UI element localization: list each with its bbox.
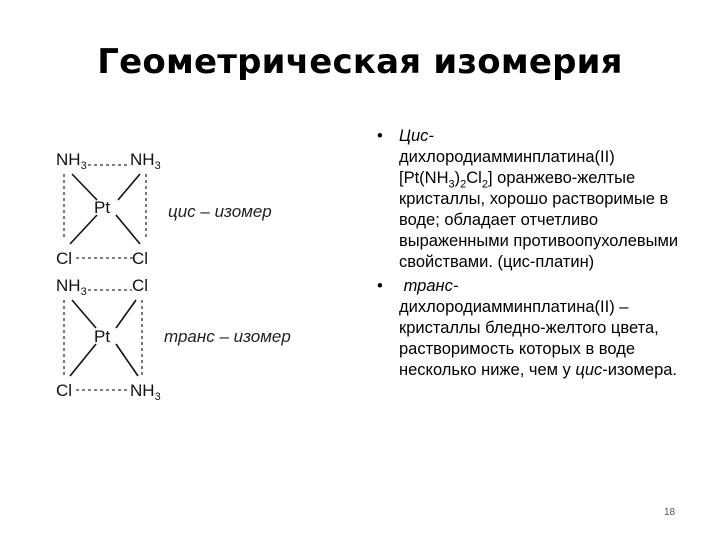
cis-bond-bl [70,215,97,244]
trans-bond-tl [72,300,96,328]
trans-isomer-label: транс – изомер [164,327,291,346]
cis-prefix: Цис- [399,127,434,145]
trans-top-right-ligand: Cl [132,276,149,295]
slide-title: Геометрическая изомерия [97,42,623,82]
cis-isomer-label: цис – изомер [168,202,272,221]
trans-bottom-left-ligand: Cl [56,381,73,400]
cis-sub-3: 2 [481,178,488,191]
cis-isomer-structure [56,150,272,268]
cis-text-part-3: Cl [466,169,482,187]
trans-text-part-1: дихлородиамминплатина(II) – кристаллы бледно-желтого цвета, растворимость которых в воде несколько ниже, чем у [399,298,659,379]
cis-sub-1: 3 [448,178,455,191]
trans-text-part-2: -изомера. [602,361,678,379]
bullet-marker: • [377,277,383,295]
trans-isomer-structure [56,276,291,403]
cis-bond-tr [118,174,140,200]
cis-top-left-ligand: $NH_3$ [56,150,87,172]
cis-text-part-4: ] оранжево-желтые кристаллы, хорошо растворимые в воде; обладает отчетливо выраженными противоопухолевыми свойствами. (цис-платин) [399,169,679,271]
description-list [372,126,702,381]
trans-prefix: транс- [403,277,459,295]
isomer-diagram [50,140,350,410]
trans-bond-bl [70,344,96,376]
bullet-marker: • [377,127,383,145]
isomer-structures-svg [50,140,350,410]
cis-bond-tl [72,174,97,200]
cis-bond-br [116,215,140,244]
trans-top-left-ligand: $NH_3$ [56,276,87,298]
trans-bottom-right-ligand: $NH_3$ [130,381,161,403]
cis-text-part-1: дихлородиамминплатина(II) [Pt(NH [399,148,615,187]
cis-bottom-right-ligand: Cl [132,249,149,268]
cis-sub-2: 2 [460,178,467,191]
cis-text-part-2: ) [454,169,461,187]
trans-bond-tr [116,300,136,328]
bullet-trans-description [372,276,702,381]
trans-bond-br [116,344,138,376]
page-number: 18 [664,507,676,518]
cis-top-right-ligand: $NH_3$ [130,150,161,172]
trans-italic-cis: цис [575,361,603,379]
bullet-cis-description [372,126,702,273]
cis-bottom-left-ligand: Cl [56,249,73,268]
cis-platinum: Pt [94,198,111,217]
trans-platinum: Pt [94,327,111,346]
